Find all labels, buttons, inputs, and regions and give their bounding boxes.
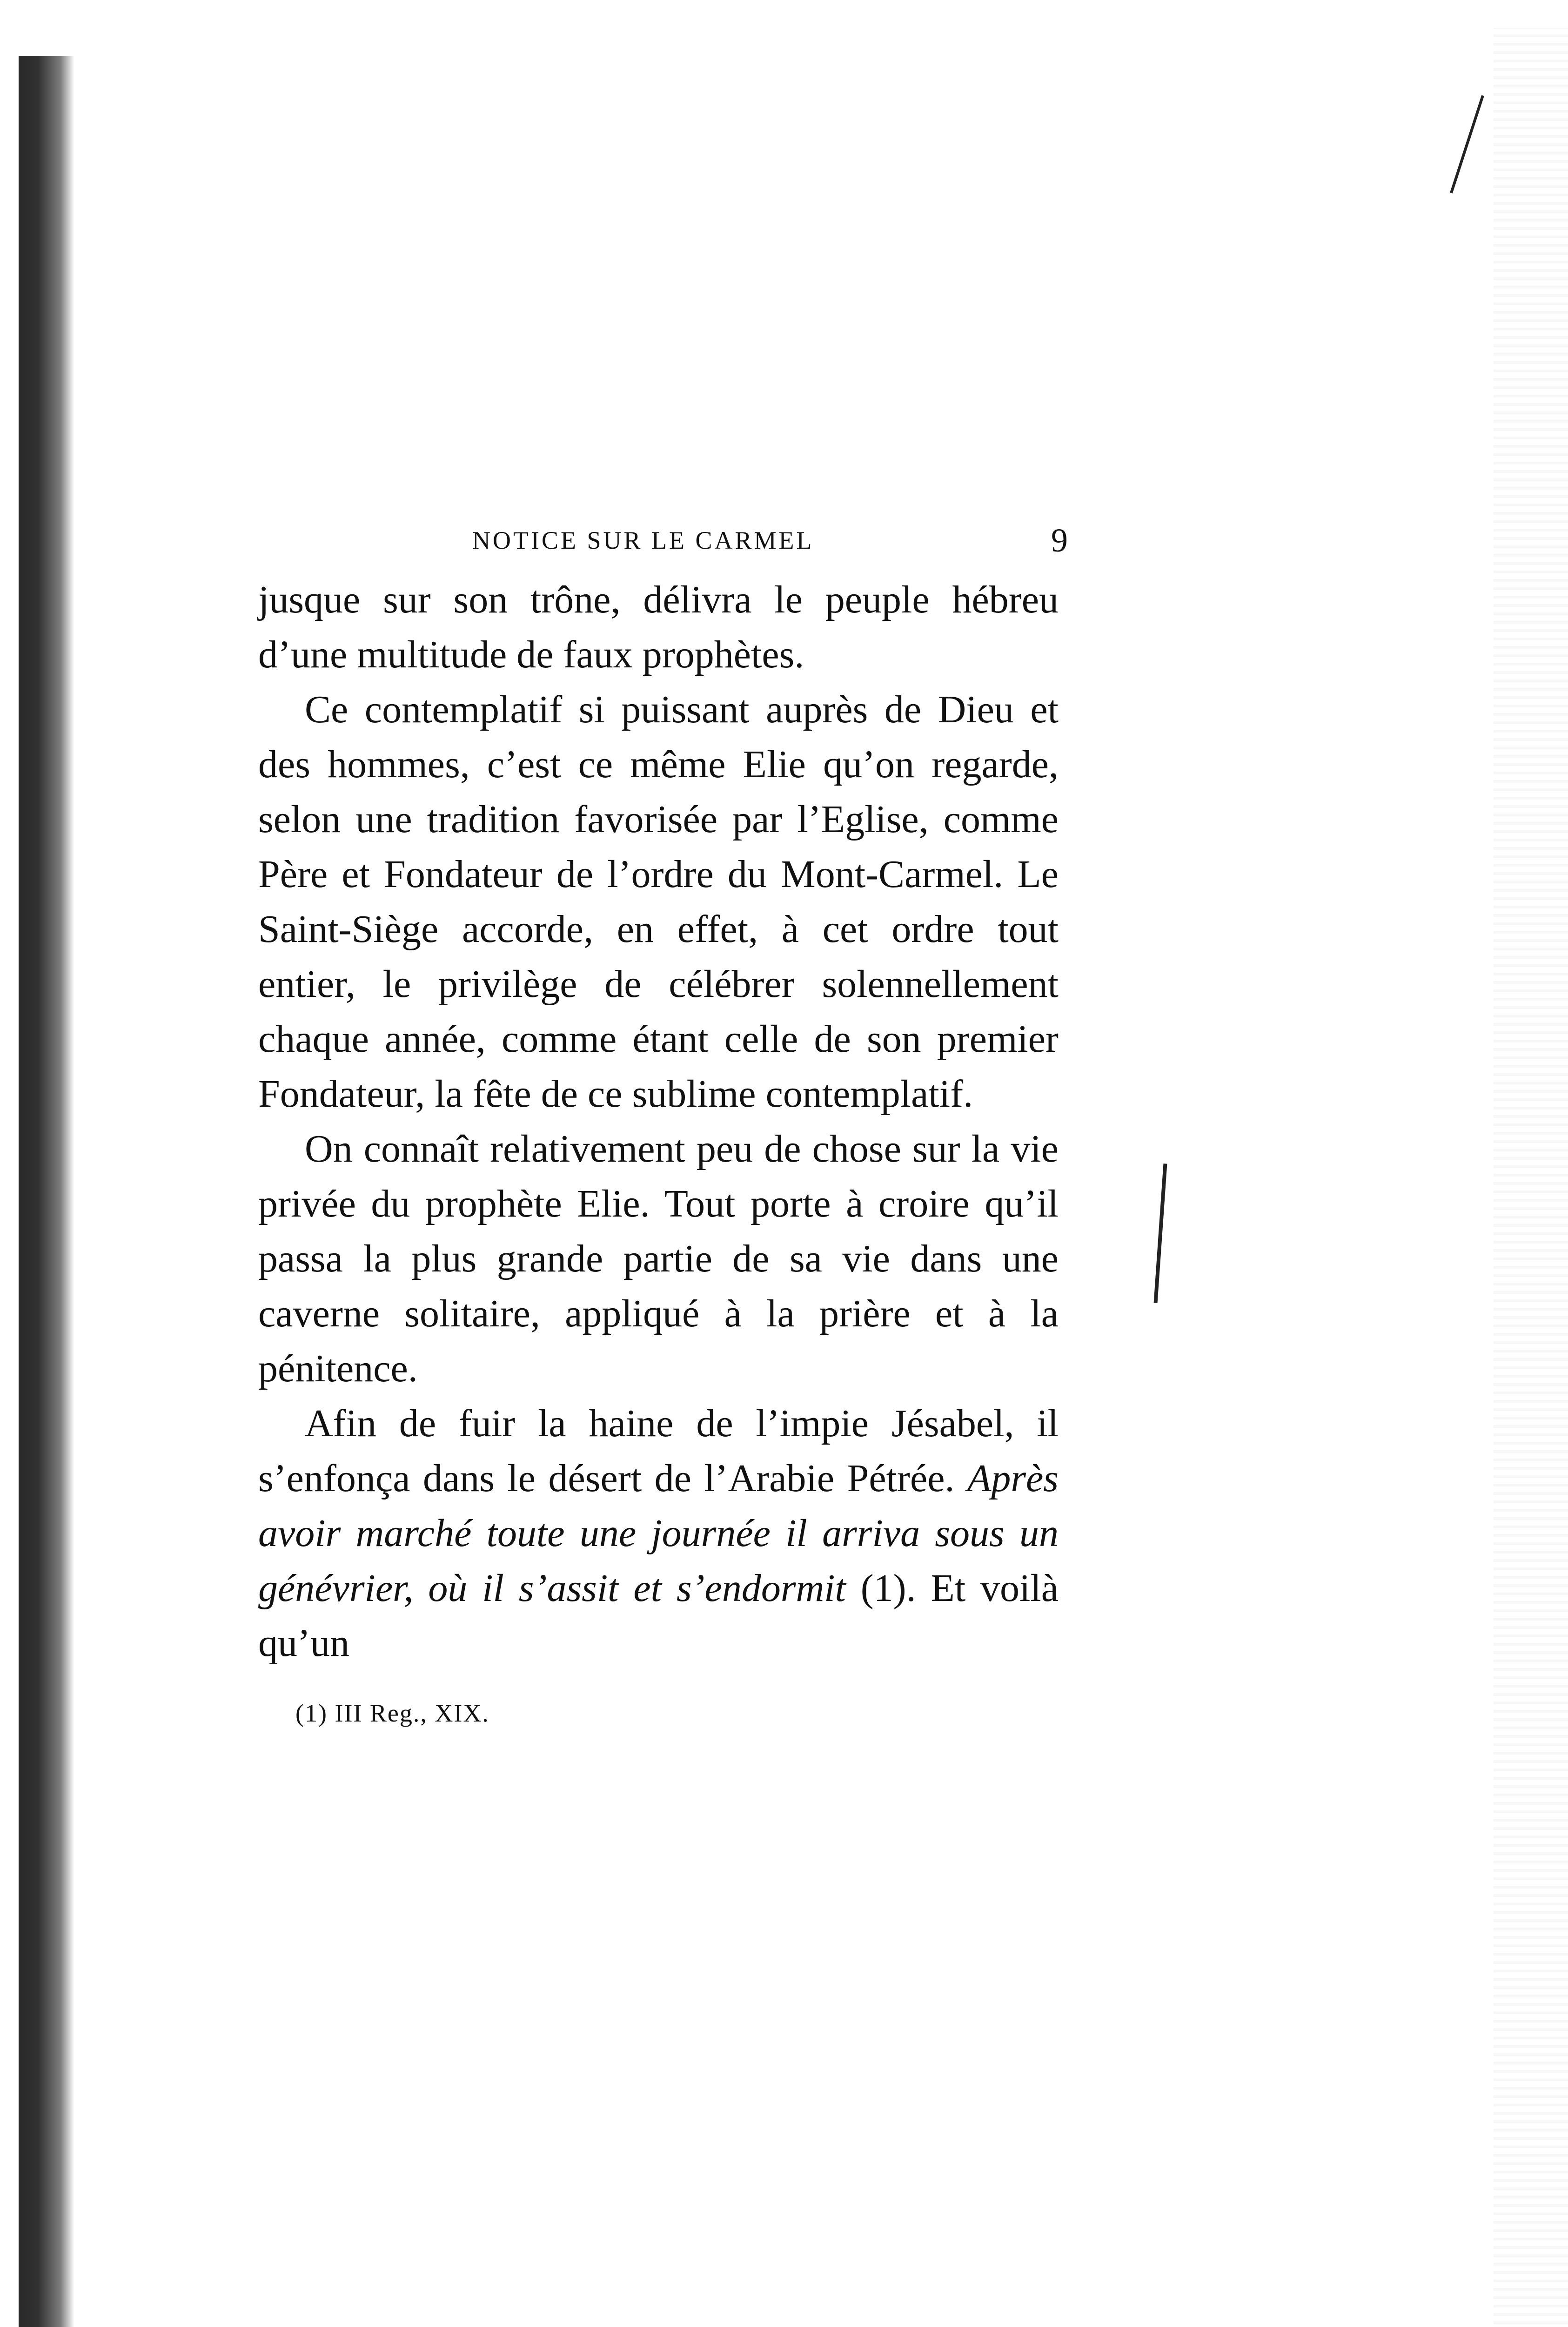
pencil-mark <box>1450 95 1484 193</box>
scan-gutter-shadow <box>19 56 74 2327</box>
paragraph-4-quote: Après avoir marché toute une journée il arriva sous un génévrier, où il s’assit et s’endormit <box>258 1457 1059 1610</box>
margin-pencil-mark <box>1154 1164 1167 1303</box>
paragraph-3: On connaît relativement peu de chose sur la vie privée du prophète Elie. Tout porte à croire qu’il passa la plus grande partie de sa vie dans une caverne solitaire, appliqué à la prière et à la pénitence. <box>258 1127 1059 1390</box>
page-number: 9 <box>1051 522 1068 559</box>
paragraph-4 <box>258 1396 1059 1671</box>
paragraph-4-text: Afin de fuir la haine de l’impie Jésabel, il s’enfonça dans le désert de l’Arabie Pétrée. <box>258 1402 1059 1500</box>
paragraph-1: jusque sur son trône, délivra le peuple hébreu d’une multitude de faux prophètes. <box>258 578 1059 676</box>
page-header <box>258 517 1068 572</box>
footnote: (1) III Reg., XIX. <box>295 1699 489 1727</box>
paragraph-4-tail: (1). Et voilà qu’un <box>258 1567 1059 1665</box>
body-text <box>258 572 1059 1671</box>
running-title: NOTICE SUR LE CARMEL <box>472 526 814 554</box>
paragraph-2: Ce contemplatif si puissant auprès de Dieu et des hommes, c’est ce même Elie qu’on regarde, selon une tradition favorisée par l’Eglise, comme Père et Fondateur de l’ordre du Mont-Carmel. Le Saint-Siège accorde, en effet, à cet ordre tout entier, le privilège de célébrer solennellement chaque année, comme étant celle de son premier Fondateur, la fête de ce sublime contemplatif. <box>258 688 1059 1116</box>
book-page <box>258 517 1068 1728</box>
scan-edge-noise <box>1494 28 1568 2327</box>
